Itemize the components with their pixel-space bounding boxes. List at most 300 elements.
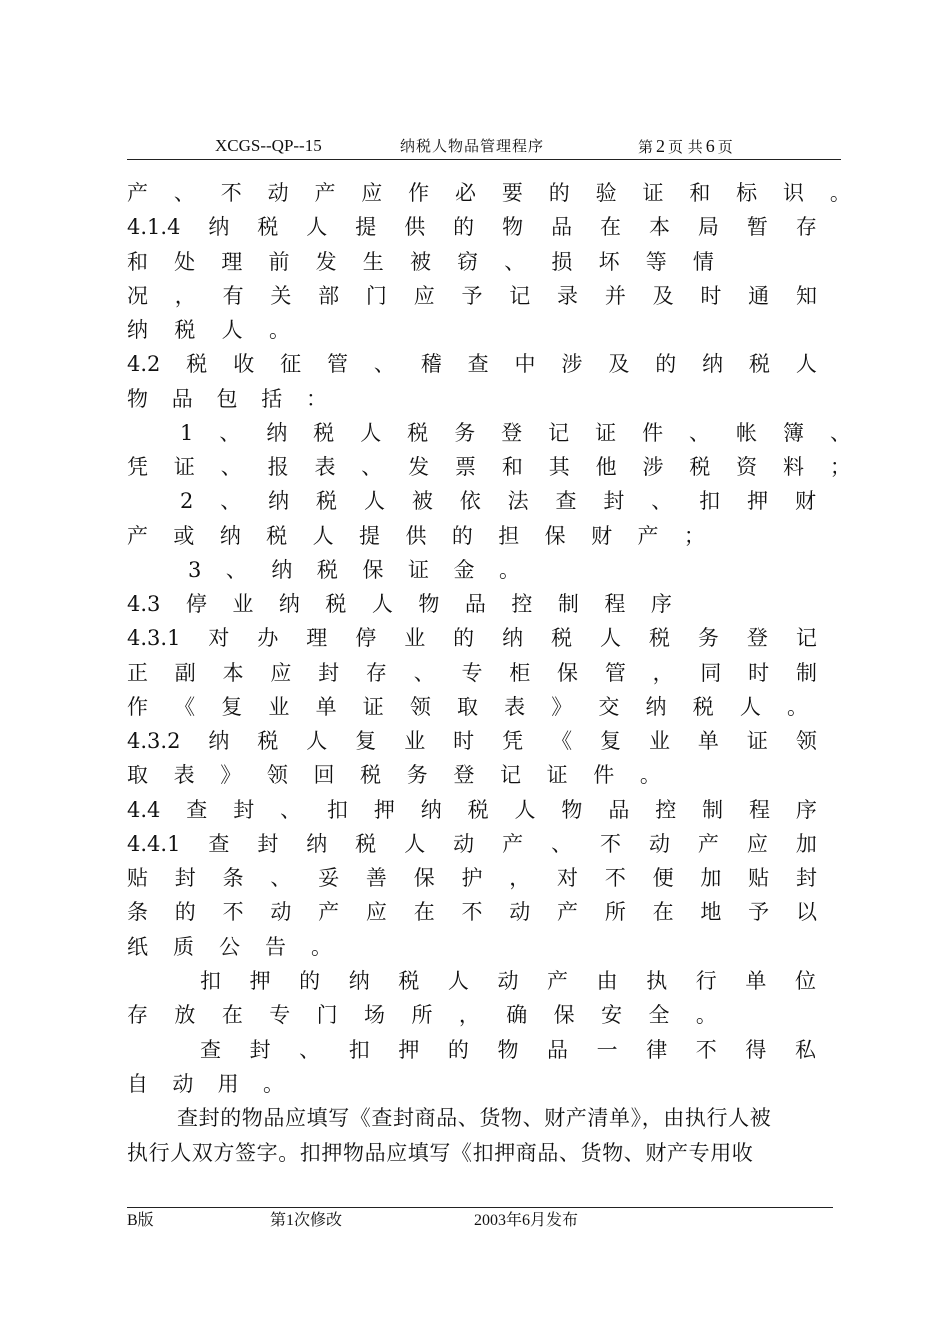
glyph: 录 — [557, 284, 579, 308]
glyph: 验 — [595, 181, 617, 205]
glyph: 物 — [127, 387, 148, 411]
glyph: 封 — [257, 832, 279, 856]
glyph: 提 — [355, 215, 377, 239]
glyph: 窃 — [457, 250, 479, 274]
glyph: 有 — [222, 284, 244, 308]
glyph: 纳 — [127, 318, 148, 342]
glyph: 人 — [363, 489, 385, 513]
glyph: 。 — [695, 1003, 717, 1027]
glyph: 的 — [174, 900, 196, 924]
glyph: 证 — [546, 763, 568, 787]
glyph: 。 — [639, 763, 661, 787]
glyph: 押 — [249, 969, 271, 993]
glyph: 、 — [280, 798, 302, 822]
glyph: 部 — [318, 284, 340, 308]
glyph: 财 — [794, 489, 816, 513]
glyph: 不 — [600, 832, 622, 856]
glyph: 加 — [700, 866, 722, 890]
glyph: 关 — [270, 284, 292, 308]
glyph: 作 — [127, 695, 148, 719]
glyph: 人 — [404, 832, 426, 856]
glyph: 的 — [299, 969, 321, 993]
glyph: 人 — [306, 729, 328, 753]
glyph: 的 — [548, 181, 570, 205]
glyph: 品 — [464, 592, 486, 616]
page-total: 6 — [705, 136, 715, 156]
glyph: ， — [174, 284, 196, 308]
glyph: 纳 — [268, 489, 290, 513]
glyph: 行 — [695, 969, 717, 993]
glyph: 对 — [208, 626, 230, 650]
glyph: 全 — [648, 1003, 670, 1027]
glyph: 人 — [360, 421, 382, 445]
body-line — [127, 313, 290, 347]
glyph: 对 — [557, 866, 579, 890]
glyph: 暂 — [746, 215, 768, 239]
glyph: 产 — [314, 181, 336, 205]
glyph: 予 — [748, 900, 770, 924]
page-prefix: 第 — [638, 138, 654, 156]
glyph: 。 — [262, 1072, 284, 1096]
glyph: 税 — [325, 592, 347, 616]
glyph: 、 — [173, 181, 195, 205]
glyph: 4.4.1 — [127, 832, 181, 856]
glyph: 同 — [700, 661, 722, 685]
body-line — [127, 690, 808, 724]
body-line — [127, 519, 705, 553]
glyph: 复 — [600, 729, 622, 753]
body-line — [200, 1033, 816, 1067]
glyph: 》 — [220, 763, 242, 787]
glyph: 》 — [551, 695, 573, 719]
glyph: 况 — [127, 284, 148, 308]
glyph: 物 — [502, 215, 524, 239]
glyph: 扣 — [326, 798, 348, 822]
glyph: 扣 — [699, 489, 721, 513]
glyph: 品 — [547, 1038, 569, 1062]
glyph: 务 — [697, 626, 719, 650]
glyph: 税 — [313, 421, 335, 445]
glyph: 应 — [413, 284, 435, 308]
body-line — [127, 347, 817, 381]
glyph: 取 — [127, 763, 148, 787]
glyph: 等 — [645, 250, 667, 274]
glyph: 时 — [700, 284, 722, 308]
glyph: 标 — [736, 181, 758, 205]
glyph: 、 — [651, 489, 673, 513]
glyph: 并 — [604, 284, 626, 308]
glyph: 制 — [702, 798, 724, 822]
glyph: 产 — [637, 524, 659, 548]
glyph: 动 — [497, 969, 519, 993]
glyph: 产 — [547, 969, 569, 993]
glyph: 理 — [306, 626, 328, 650]
glyph: 税 — [407, 421, 429, 445]
glyph: 纳 — [702, 352, 724, 376]
glyph: 产 — [318, 900, 340, 924]
glyph: ， — [509, 866, 531, 890]
glyph: 一 — [596, 1038, 618, 1062]
glyph: 在 — [600, 215, 622, 239]
glyph: 停 — [355, 626, 377, 650]
body-line — [127, 210, 817, 244]
glyph: 的 — [453, 626, 475, 650]
glyph: 查 — [208, 832, 230, 856]
glyph: 依 — [459, 489, 481, 513]
glyph: 封 — [174, 866, 196, 890]
glyph: 产 — [127, 181, 148, 205]
glyph: 在 — [652, 900, 674, 924]
glyph: 封 — [603, 489, 625, 513]
glyph: 得 — [745, 1038, 767, 1062]
glyph: 3 — [188, 558, 202, 582]
glyph: 存 — [127, 1003, 148, 1027]
glyph: 品 — [551, 215, 573, 239]
glyph: 领 — [795, 729, 817, 753]
glyph: 2 — [180, 489, 194, 513]
glyph: 表 — [173, 763, 195, 787]
glyph: 封 — [318, 661, 340, 685]
glyph: 业 — [232, 592, 254, 616]
glyph: 回 — [313, 763, 335, 787]
glyph: 供 — [405, 524, 427, 548]
glyph: ； — [829, 455, 851, 479]
glyph: 证 — [362, 695, 384, 719]
glyph: 局 — [697, 215, 719, 239]
glyph: 、 — [225, 558, 247, 582]
glyph: 发 — [408, 455, 430, 479]
glyph: 交 — [598, 695, 620, 719]
glyph: 件 — [593, 763, 615, 787]
glyph: 放 — [174, 1003, 196, 1027]
glyph: 在 — [221, 1003, 243, 1027]
glyph: 税 — [316, 558, 338, 582]
glyph: 单 — [745, 969, 767, 993]
glyph: 自 — [127, 1072, 148, 1096]
glyph: 应 — [361, 181, 383, 205]
glyph: 《 — [551, 729, 573, 753]
glyph: 执 — [646, 969, 668, 993]
glyph: 被 — [409, 250, 431, 274]
glyph: 凭 — [127, 455, 148, 479]
body-line: 查封的物品应填写《查封商品、货物、财产清单》，由执行人被 — [177, 1106, 772, 1130]
glyph: 生 — [362, 250, 384, 274]
body-line — [127, 176, 851, 210]
glyph: 纳 — [278, 592, 300, 616]
glyph: 封 — [795, 866, 817, 890]
body-line — [180, 484, 816, 518]
glyph: 知 — [795, 284, 817, 308]
body-line — [200, 964, 816, 998]
glyph: 复 — [355, 729, 377, 753]
glyph: 。 — [829, 181, 851, 205]
glyph: 押 — [398, 1038, 420, 1062]
glyph: 处 — [174, 250, 196, 274]
glyph: 《 — [174, 695, 196, 719]
glyph: 的 — [655, 352, 677, 376]
glyph: 不 — [222, 900, 244, 924]
body-line — [127, 998, 717, 1032]
glyph: 管 — [604, 661, 626, 685]
glyph: 制 — [795, 661, 817, 685]
glyph: 人 — [312, 524, 334, 548]
body-line — [127, 382, 327, 416]
body-line — [127, 724, 817, 758]
glyph: 纸 — [127, 935, 148, 959]
glyph: ， — [652, 661, 674, 685]
glyph: 税 — [467, 798, 489, 822]
glyph: 纳 — [420, 798, 442, 822]
glyph: 业 — [268, 695, 290, 719]
glyph: 及 — [652, 284, 674, 308]
glyph: 证 — [407, 558, 429, 582]
glyph: 税 — [398, 969, 420, 993]
glyph: 公 — [219, 935, 240, 959]
glyph: 在 — [413, 900, 435, 924]
glyph: 、 — [551, 832, 573, 856]
glyph: 序 — [795, 798, 817, 822]
glyph: 必 — [455, 181, 477, 205]
glyph: 扣 — [348, 1038, 370, 1062]
glyph: 或 — [173, 524, 195, 548]
glyph: 查 — [186, 798, 208, 822]
glyph: 务 — [406, 763, 428, 787]
glyph: 的 — [447, 1038, 469, 1062]
glyph: 物 — [418, 592, 440, 616]
glyph: 稽 — [420, 352, 442, 376]
glyph: 。 — [786, 695, 808, 719]
glyph: 4.3 — [127, 592, 161, 616]
glyph: 保 — [413, 866, 435, 890]
glyph: 存 — [795, 215, 817, 239]
glyph: 时 — [453, 729, 475, 753]
glyph: 人 — [739, 695, 761, 719]
footer-revision: 第1次修改 — [270, 1212, 343, 1229]
glyph: 制 — [557, 592, 579, 616]
glyph: 位 — [794, 969, 816, 993]
glyph: 所 — [411, 1003, 433, 1027]
header-page-indicator — [638, 136, 733, 157]
page-suffix: 页 — [717, 138, 733, 156]
glyph: 押 — [373, 798, 395, 822]
glyph: 纳 — [266, 421, 288, 445]
glyph: 4.3.2 — [127, 729, 181, 753]
glyph: 保 — [544, 524, 566, 548]
glyph: 副 — [174, 661, 196, 685]
glyph: 柜 — [509, 661, 531, 685]
glyph: 报 — [267, 455, 289, 479]
glyph: 动 — [270, 900, 292, 924]
glyph: 证 — [642, 181, 664, 205]
body-line — [188, 553, 520, 587]
glyph: 领 — [266, 763, 288, 787]
glyph: 、 — [220, 455, 242, 479]
body-line — [127, 861, 817, 895]
glyph: 税 — [692, 695, 714, 719]
glyph: 、 — [219, 421, 241, 445]
glyph: 动 — [267, 181, 289, 205]
glyph: 单 — [315, 695, 337, 719]
glyph: 涉 — [561, 352, 583, 376]
glyph: 税 — [186, 352, 208, 376]
glyph: 人 — [795, 352, 817, 376]
glyph: 管 — [326, 352, 348, 376]
glyph: 场 — [364, 1003, 386, 1027]
header-rule — [127, 159, 841, 160]
body-line — [127, 793, 817, 827]
glyph: 中 — [514, 352, 536, 376]
glyph: 税 — [360, 763, 382, 787]
body-line — [127, 1067, 284, 1101]
glyph: 贴 — [748, 866, 770, 890]
glyph: 涉 — [642, 455, 664, 479]
glyph: 帐 — [736, 421, 757, 445]
glyph: 存 — [365, 661, 387, 685]
glyph: 查 — [200, 1038, 221, 1062]
glyph: 和 — [501, 455, 523, 479]
glyph: 不 — [461, 900, 483, 924]
body-line — [127, 930, 332, 964]
glyph: 物 — [561, 798, 583, 822]
body-line — [127, 827, 817, 861]
glyph: 纳 — [271, 558, 293, 582]
glyph: 品 — [608, 798, 630, 822]
glyph: 程 — [604, 592, 626, 616]
glyph: 税 — [689, 455, 711, 479]
glyph: 安 — [601, 1003, 623, 1027]
glyph: 记 — [500, 763, 521, 787]
body-line — [127, 621, 817, 655]
glyph: 产 — [127, 524, 148, 548]
glyph: 门 — [316, 1003, 338, 1027]
glyph: 件 — [642, 421, 664, 445]
glyph: 坏 — [598, 250, 620, 274]
glyph: 供 — [404, 215, 426, 239]
glyph: 产 — [557, 900, 579, 924]
glyph: 人 — [514, 798, 536, 822]
glyph: 应 — [270, 661, 292, 685]
glyph: 复 — [221, 695, 243, 719]
glyph: 记 — [509, 284, 531, 308]
glyph: 动 — [453, 832, 475, 856]
glyph: 前 — [268, 250, 290, 274]
body-line — [127, 245, 714, 279]
glyph: 不 — [604, 866, 626, 890]
glyph: 4.4 — [127, 798, 161, 822]
glyph: 不 — [220, 181, 242, 205]
glyph: 、 — [299, 1038, 321, 1062]
glyph: 。 — [498, 558, 520, 582]
glyph: 记 — [548, 421, 570, 445]
body-line — [127, 895, 817, 929]
glyph: 条 — [127, 900, 148, 924]
glyph: 征 — [280, 352, 302, 376]
glyph: 凭 — [502, 729, 524, 753]
glyph: 时 — [748, 661, 770, 685]
glyph: 税 — [257, 729, 279, 753]
glyph: 专 — [461, 661, 483, 685]
glyph: 税 — [551, 626, 573, 650]
glyph: 他 — [595, 455, 617, 479]
glyph: 纳 — [306, 832, 328, 856]
glyph: 表 — [504, 695, 526, 719]
glyph: 4.2 — [127, 352, 161, 376]
glyph: 税 — [266, 524, 288, 548]
glyph: 正 — [127, 661, 148, 685]
glyph: 动 — [509, 900, 531, 924]
glyph: 不 — [695, 1038, 717, 1062]
glyph: 告 — [265, 935, 286, 959]
glyph: ： — [306, 387, 327, 411]
glyph: 产 — [502, 832, 524, 856]
glyph: 地 — [700, 900, 722, 924]
glyph: 序 — [650, 592, 672, 616]
glyph: 保 — [557, 661, 579, 685]
glyph: 财 — [591, 524, 613, 548]
glyph: 取 — [456, 695, 478, 719]
glyph: 所 — [604, 900, 626, 924]
glyph: 善 — [365, 866, 387, 890]
glyph: 领 — [409, 695, 431, 719]
header-doc-title: 纳税人物品管理程序 — [400, 137, 545, 155]
glyph: 律 — [646, 1038, 668, 1062]
glyph: 停 — [185, 592, 207, 616]
glyph: 作 — [408, 181, 430, 205]
glyph: 用 — [217, 1072, 239, 1096]
glyph: 资 — [736, 455, 758, 479]
glyph: 加 — [795, 832, 817, 856]
glyph: 担 — [498, 524, 520, 548]
page-current: 2 — [656, 136, 666, 156]
glyph: 由 — [596, 969, 618, 993]
glyph: 办 — [257, 626, 279, 650]
glyph: 情 — [692, 250, 714, 274]
glyph: 业 — [404, 626, 426, 650]
glyph: 人 — [371, 592, 393, 616]
glyph: 确 — [506, 1003, 528, 1027]
glyph: 、 — [689, 421, 711, 445]
glyph: 查 — [555, 489, 577, 513]
glyph: 和 — [689, 181, 711, 205]
glyph: 保 — [362, 558, 384, 582]
glyph: 税 — [174, 318, 196, 342]
glyph: 业 — [648, 729, 670, 753]
glyph: 物 — [497, 1038, 519, 1062]
glyph: 查 — [467, 352, 489, 376]
glyph: 人 — [306, 215, 328, 239]
glyph: 料 — [783, 455, 805, 479]
glyph: 纳 — [208, 215, 230, 239]
glyph: 控 — [655, 798, 677, 822]
glyph: 业 — [404, 729, 426, 753]
body-line — [127, 450, 851, 484]
glyph: 本 — [222, 661, 244, 685]
glyph: 门 — [365, 284, 387, 308]
glyph: 本 — [648, 215, 670, 239]
glyph: 动 — [172, 1072, 194, 1096]
glyph: 、 — [361, 455, 383, 479]
footer-rule — [127, 1207, 833, 1208]
glyph: 、 — [413, 661, 435, 685]
glyph: 证 — [746, 729, 768, 753]
glyph: 法 — [507, 489, 529, 513]
glyph: 、 — [270, 866, 292, 890]
body-line — [127, 279, 817, 313]
glyph: 包 — [216, 387, 238, 411]
glyph: 人 — [600, 626, 622, 650]
glyph: 控 — [511, 592, 533, 616]
glyph: 应 — [746, 832, 768, 856]
